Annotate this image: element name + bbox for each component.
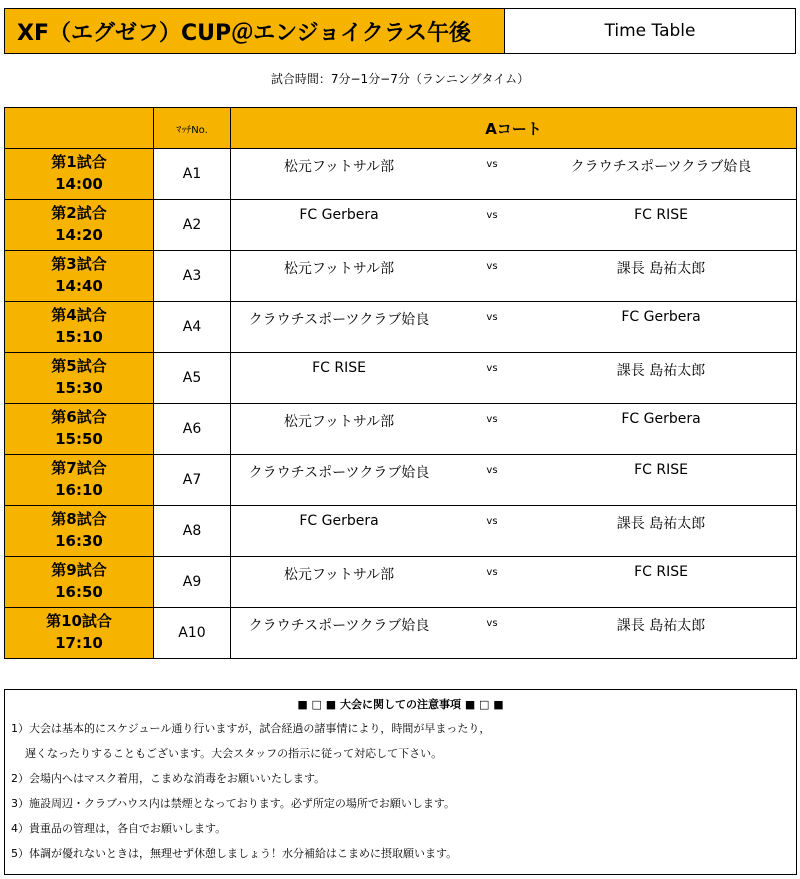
game-time: 14:40 — [55, 277, 103, 295]
game-cell — [5, 200, 154, 251]
header-blank-cell — [5, 108, 154, 149]
table-header-row — [5, 108, 797, 149]
table-row — [5, 353, 797, 404]
vs-label: vs — [486, 567, 498, 578]
team-home: クラウチスポーツクラブ姶良 — [248, 618, 430, 634]
team-home: FC RISE — [312, 360, 366, 376]
game-cell — [5, 557, 154, 608]
game-cell — [5, 353, 154, 404]
table-row — [5, 557, 797, 608]
match-cell — [231, 200, 797, 251]
game-cell — [5, 302, 154, 353]
game-label: 第2試合 — [51, 204, 107, 223]
team-away: FC RISE — [634, 462, 688, 478]
game-time: 15:50 — [55, 430, 103, 448]
team-home: 松元フットサル部 — [283, 414, 395, 430]
vs-label: vs — [486, 465, 498, 476]
game-cell — [5, 404, 154, 455]
note-line: 2）会場内へはマスク着用，こまめな消毒をお願いいたします。 — [11, 772, 326, 785]
team-away: 課長 島祐太郎 — [616, 363, 706, 379]
table-row — [5, 455, 797, 506]
match-code: A1 — [154, 149, 231, 200]
notes-title: ■ □ ■ 大会に関しての注意事項 ■ □ ■ — [297, 698, 504, 711]
team-away: FC RISE — [634, 564, 688, 580]
match-code: A2 — [154, 200, 231, 251]
team-away: FC Gerbera — [621, 309, 701, 325]
game-label: 第4試合 — [51, 306, 107, 325]
table-row — [5, 608, 797, 659]
vs-label: vs — [486, 210, 498, 221]
game-time: 16:30 — [55, 532, 103, 550]
game-label: 第5試合 — [51, 357, 107, 376]
team-away: FC Gerbera — [621, 411, 701, 427]
table-row — [5, 404, 797, 455]
match-code: A4 — [154, 302, 231, 353]
game-cell — [5, 251, 154, 302]
match-cell — [231, 557, 797, 608]
vs-label: vs — [486, 618, 498, 629]
page-title: XF（エグゼフ）CUP＠エンジョイクラス午後 — [5, 9, 505, 53]
game-label: 第7試合 — [51, 459, 107, 478]
match-code: A10 — [154, 608, 231, 659]
match-cell — [231, 608, 797, 659]
match-code: A8 — [154, 506, 231, 557]
team-home: FC Gerbera — [299, 207, 379, 223]
vs-label: vs — [486, 516, 498, 527]
team-home: 松元フットサル部 — [283, 159, 395, 175]
game-label: 第9試合 — [51, 561, 107, 580]
notes-box — [4, 689, 797, 875]
match-code: A3 — [154, 251, 231, 302]
match-duration-note: 試合時間：7分−1分−7分（ランニングタイム） — [270, 72, 530, 86]
time-table-label: Time Table — [505, 9, 795, 53]
game-time: 16:50 — [55, 583, 103, 601]
team-away: 課長 島祐太郎 — [616, 618, 706, 634]
team-away: 課長 島祐太郎 — [616, 516, 706, 532]
team-away: 課長 島祐太郎 — [616, 261, 706, 277]
note-line: 4）貴重品の管理は，各自でお願いします。 — [11, 822, 227, 835]
match-cell — [231, 506, 797, 557]
match-cell — [231, 455, 797, 506]
match-cell — [231, 251, 797, 302]
match-no-header: ﾏｯﾁNo. — [154, 108, 231, 149]
note-line: 1）大会は基本的にスケジュール通り行いますが，試合経過の諸事情により，時間が早まったり， — [11, 722, 491, 735]
team-home: 松元フットサル部 — [283, 261, 395, 277]
match-code: A5 — [154, 353, 231, 404]
match-code: A9 — [154, 557, 231, 608]
table-row — [5, 302, 797, 353]
game-cell — [5, 506, 154, 557]
match-code: A7 — [154, 455, 231, 506]
team-away: FC RISE — [634, 207, 688, 223]
team-home: 松元フットサル部 — [283, 567, 395, 583]
note-line: 遅くなったりすることもございます。大会スタッフの指示に従って対応して下さい。 — [25, 747, 443, 760]
table-row — [5, 506, 797, 557]
vs-label: vs — [486, 414, 498, 425]
game-cell — [5, 455, 154, 506]
game-time: 15:10 — [55, 328, 103, 346]
court-header: Aコート — [231, 108, 797, 149]
match-cell — [231, 149, 797, 200]
vs-label: vs — [486, 312, 498, 323]
game-label: 第1試合 — [51, 153, 107, 172]
match-cell — [231, 302, 797, 353]
note-line: 5）体調が優れないときは，無理せず休憩しましょう！水分補給はこまめに摂取願います。 — [11, 847, 458, 860]
game-label: 第3試合 — [51, 255, 107, 274]
game-time: 16:10 — [55, 481, 103, 499]
match-code: A6 — [154, 404, 231, 455]
match-cell — [231, 404, 797, 455]
vs-label: vs — [486, 159, 498, 170]
team-home: FC Gerbera — [299, 513, 379, 529]
game-time: 15:30 — [55, 379, 103, 397]
match-cell — [231, 353, 797, 404]
vs-label: vs — [486, 363, 498, 374]
game-time: 14:20 — [55, 226, 103, 244]
game-time: 14:00 — [55, 175, 103, 193]
note-line: 3）施設周辺・クラブハウス内は禁煙となっております。必ず所定の場所でお願いします。 — [11, 797, 456, 810]
table-row — [5, 251, 797, 302]
team-home: クラウチスポーツクラブ姶良 — [248, 312, 430, 328]
table-row — [5, 149, 797, 200]
game-label: 第6試合 — [51, 408, 107, 427]
team-home: クラウチスポーツクラブ姶良 — [248, 465, 430, 481]
game-label: 第10試合 — [46, 612, 112, 631]
game-cell — [5, 608, 154, 659]
game-time: 17:10 — [55, 634, 103, 652]
team-away: クラウチスポーツクラブ姶良 — [570, 159, 752, 175]
game-cell — [5, 149, 154, 200]
game-label: 第8試合 — [51, 510, 107, 529]
table-row — [5, 200, 797, 251]
vs-label: vs — [486, 261, 498, 272]
header-banner — [4, 8, 796, 54]
timetable — [4, 107, 797, 659]
